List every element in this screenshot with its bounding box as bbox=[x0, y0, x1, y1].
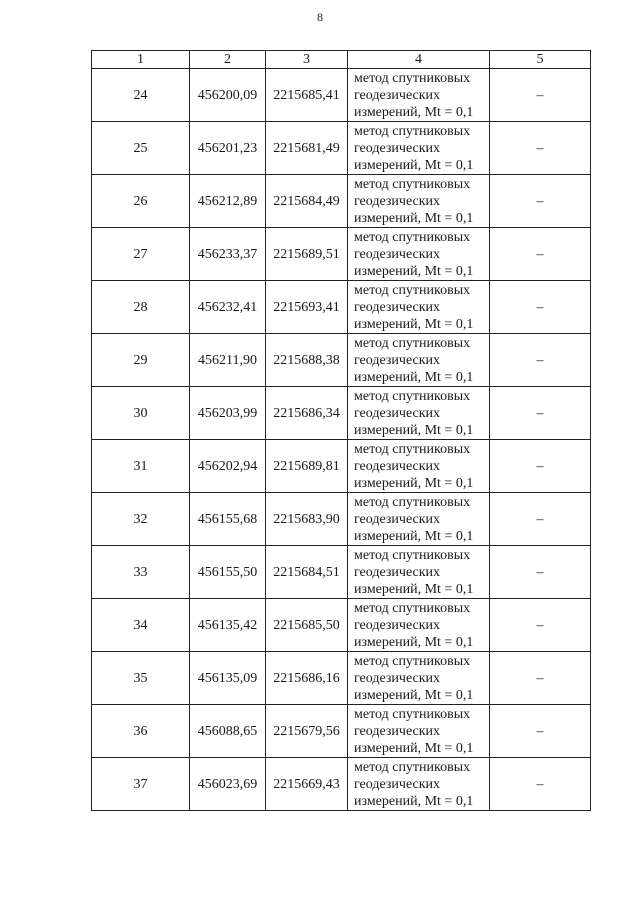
method-line: метод спутниковых bbox=[354, 706, 471, 722]
method-line: геодезических bbox=[354, 458, 441, 474]
point-number-cell: 31 bbox=[92, 440, 190, 493]
method-line: метод спутниковых bbox=[354, 547, 471, 563]
method-line: измерений, Mt = 0,1 bbox=[354, 793, 474, 809]
note-cell: – bbox=[490, 758, 591, 811]
table-header-row bbox=[92, 51, 591, 69]
point-number-cell: 27 bbox=[92, 228, 190, 281]
method-line: геодезических bbox=[354, 352, 441, 368]
method-line: метод спутниковых bbox=[354, 335, 471, 351]
point-number-cell: 32 bbox=[92, 493, 190, 546]
method-line: метод спутниковых bbox=[354, 282, 471, 298]
x-coordinate-cell: 456202,94 bbox=[190, 440, 266, 493]
method-line: геодезических bbox=[354, 405, 441, 421]
header-col-3: 3 bbox=[266, 51, 348, 69]
x-coordinate-cell: 456135,42 bbox=[190, 599, 266, 652]
note-cell: – bbox=[490, 228, 591, 281]
point-number-cell: 35 bbox=[92, 652, 190, 705]
x-coordinate-cell: 456212,89 bbox=[190, 175, 266, 228]
method-line: метод спутниковых bbox=[354, 229, 471, 245]
point-number-cell: 37 bbox=[92, 758, 190, 811]
method-cell bbox=[348, 652, 490, 705]
method-line: метод спутниковых bbox=[354, 70, 471, 86]
x-coordinate-cell: 456023,69 bbox=[190, 758, 266, 811]
method-cell bbox=[348, 175, 490, 228]
method-line: метод спутниковых bbox=[354, 653, 471, 669]
y-coordinate-cell: 2215688,38 bbox=[266, 334, 348, 387]
table-row bbox=[92, 175, 591, 228]
x-coordinate-cell: 456201,23 bbox=[190, 122, 266, 175]
method-line: измерений, Mt = 0,1 bbox=[354, 316, 474, 332]
table-row bbox=[92, 440, 591, 493]
header-col-2: 2 bbox=[190, 51, 266, 69]
x-coordinate-cell: 456155,50 bbox=[190, 546, 266, 599]
table-row bbox=[92, 599, 591, 652]
method-line: измерений, Mt = 0,1 bbox=[354, 581, 474, 597]
coordinates-table bbox=[91, 50, 591, 811]
method-line: геодезических bbox=[354, 511, 441, 527]
method-line: метод спутниковых bbox=[354, 388, 471, 404]
method-line: измерений, Mt = 0,1 bbox=[354, 634, 474, 650]
point-number-cell: 28 bbox=[92, 281, 190, 334]
method-line: измерений, Mt = 0,1 bbox=[354, 422, 474, 438]
x-coordinate-cell: 456200,09 bbox=[190, 69, 266, 122]
header-col-5: 5 bbox=[490, 51, 591, 69]
header-col-4: 4 bbox=[348, 51, 490, 69]
note-cell: – bbox=[490, 652, 591, 705]
y-coordinate-cell: 2215684,51 bbox=[266, 546, 348, 599]
y-coordinate-cell: 2215669,43 bbox=[266, 758, 348, 811]
y-coordinate-cell: 2215686,34 bbox=[266, 387, 348, 440]
note-cell: – bbox=[490, 705, 591, 758]
note-cell: – bbox=[490, 122, 591, 175]
x-coordinate-cell: 456211,90 bbox=[190, 334, 266, 387]
method-line: измерений, Mt = 0,1 bbox=[354, 528, 474, 544]
method-cell bbox=[348, 387, 490, 440]
method-line: геодезических bbox=[354, 299, 441, 315]
method-cell bbox=[348, 69, 490, 122]
table-row bbox=[92, 493, 591, 546]
note-cell: – bbox=[490, 69, 591, 122]
method-line: метод спутниковых bbox=[354, 600, 471, 616]
method-line: измерений, Mt = 0,1 bbox=[354, 687, 474, 703]
note-cell: – bbox=[490, 599, 591, 652]
method-line: измерений, Mt = 0,1 bbox=[354, 263, 474, 279]
table-row bbox=[92, 652, 591, 705]
point-number-cell: 34 bbox=[92, 599, 190, 652]
table-row bbox=[92, 334, 591, 387]
method-line: геодезических bbox=[354, 776, 441, 792]
method-line: метод спутниковых bbox=[354, 123, 471, 139]
note-cell: – bbox=[490, 387, 591, 440]
note-cell: – bbox=[490, 281, 591, 334]
point-number-cell: 33 bbox=[92, 546, 190, 599]
note-cell: – bbox=[490, 493, 591, 546]
y-coordinate-cell: 2215679,56 bbox=[266, 705, 348, 758]
table-row bbox=[92, 387, 591, 440]
table-row bbox=[92, 69, 591, 122]
method-cell bbox=[348, 599, 490, 652]
method-cell bbox=[348, 122, 490, 175]
method-line: измерений, Mt = 0,1 bbox=[354, 104, 474, 120]
note-cell: – bbox=[490, 175, 591, 228]
point-number-cell: 30 bbox=[92, 387, 190, 440]
note-cell: – bbox=[490, 334, 591, 387]
method-line: геодезических bbox=[354, 193, 441, 209]
method-line: измерений, Mt = 0,1 bbox=[354, 369, 474, 385]
table-body bbox=[92, 69, 591, 811]
method-line: геодезических bbox=[354, 617, 441, 633]
method-cell bbox=[348, 228, 490, 281]
method-line: геодезических bbox=[354, 564, 441, 580]
method-cell bbox=[348, 440, 490, 493]
table-row bbox=[92, 705, 591, 758]
method-line: геодезических bbox=[354, 87, 441, 103]
note-cell: – bbox=[490, 546, 591, 599]
method-line: геодезических bbox=[354, 140, 441, 156]
method-line: измерений, Mt = 0,1 bbox=[354, 740, 474, 756]
method-line: метод спутниковых bbox=[354, 441, 471, 457]
point-number-cell: 24 bbox=[92, 69, 190, 122]
x-coordinate-cell: 456155,68 bbox=[190, 493, 266, 546]
method-cell bbox=[348, 281, 490, 334]
x-coordinate-cell: 456232,41 bbox=[190, 281, 266, 334]
point-number-cell: 36 bbox=[92, 705, 190, 758]
y-coordinate-cell: 2215686,16 bbox=[266, 652, 348, 705]
note-cell: – bbox=[490, 440, 591, 493]
table-row bbox=[92, 228, 591, 281]
x-coordinate-cell: 456135,09 bbox=[190, 652, 266, 705]
method-cell bbox=[348, 334, 490, 387]
header-col-1: 1 bbox=[92, 51, 190, 69]
method-cell bbox=[348, 493, 490, 546]
method-line: геодезических bbox=[354, 246, 441, 262]
method-cell bbox=[348, 546, 490, 599]
y-coordinate-cell: 2215683,90 bbox=[266, 493, 348, 546]
method-cell bbox=[348, 758, 490, 811]
method-line: геодезических bbox=[354, 670, 441, 686]
y-coordinate-cell: 2215693,41 bbox=[266, 281, 348, 334]
y-coordinate-cell: 2215685,41 bbox=[266, 69, 348, 122]
y-coordinate-cell: 2215689,51 bbox=[266, 228, 348, 281]
method-line: метод спутниковых bbox=[354, 494, 471, 510]
page-number: 8 bbox=[317, 10, 323, 24]
table-row bbox=[92, 281, 591, 334]
point-number-cell: 29 bbox=[92, 334, 190, 387]
method-line: измерений, Mt = 0,1 bbox=[354, 157, 474, 173]
method-line: метод спутниковых bbox=[354, 176, 471, 192]
table-row bbox=[92, 546, 591, 599]
method-line: измерений, Mt = 0,1 bbox=[354, 475, 474, 491]
table-row bbox=[92, 758, 591, 811]
method-cell bbox=[348, 705, 490, 758]
x-coordinate-cell: 456233,37 bbox=[190, 228, 266, 281]
y-coordinate-cell: 2215681,49 bbox=[266, 122, 348, 175]
point-number-cell: 25 bbox=[92, 122, 190, 175]
x-coordinate-cell: 456088,65 bbox=[190, 705, 266, 758]
method-line: геодезических bbox=[354, 723, 441, 739]
method-line: метод спутниковых bbox=[354, 759, 471, 775]
x-coordinate-cell: 456203,99 bbox=[190, 387, 266, 440]
y-coordinate-cell: 2215685,50 bbox=[266, 599, 348, 652]
point-number-cell: 26 bbox=[92, 175, 190, 228]
table-row bbox=[92, 122, 591, 175]
method-line: измерений, Mt = 0,1 bbox=[354, 210, 474, 226]
y-coordinate-cell: 2215684,49 bbox=[266, 175, 348, 228]
y-coordinate-cell: 2215689,81 bbox=[266, 440, 348, 493]
